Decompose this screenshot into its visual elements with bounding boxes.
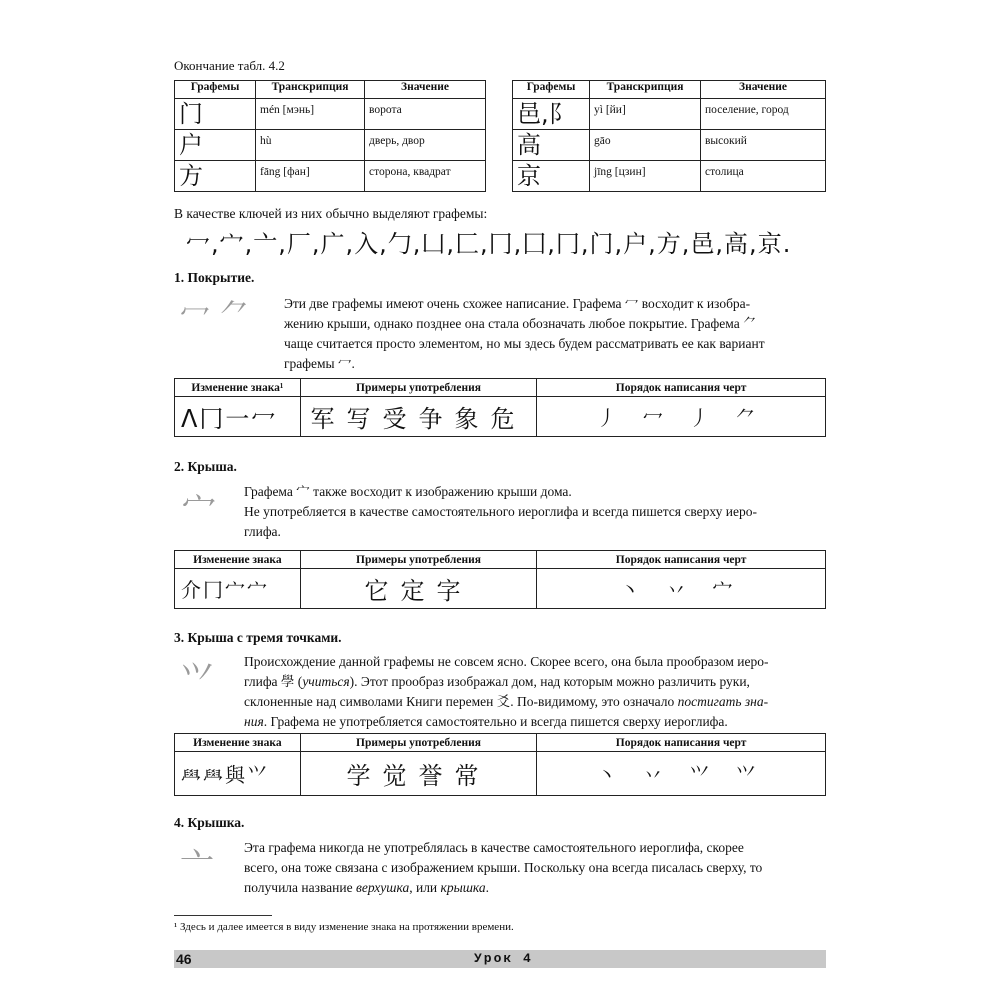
table-row xyxy=(175,99,486,130)
meaning-cell: ворота xyxy=(365,99,486,130)
section-2-table xyxy=(174,550,826,609)
col-header: Изменение знака xyxy=(175,734,301,752)
transcription-cell: mén [мэнь] xyxy=(256,99,365,130)
meaning-cell: дверь, двор xyxy=(365,130,486,161)
transcription-cell: hù xyxy=(256,130,365,161)
section-3-table xyxy=(174,733,826,796)
keys-intro: В качестве ключей из них обычно выделяют графемы: xyxy=(174,206,488,221)
section-2-title: 2. Крыша. xyxy=(174,459,237,474)
col-header: Изменение знака xyxy=(175,551,301,569)
col-header: Порядок написания черт xyxy=(537,551,826,569)
usage-examples: 军写受争象危 xyxy=(300,397,536,437)
sign-evolution: ᐱ冂一冖 xyxy=(175,397,301,437)
section-4-title: 4. Крышка. xyxy=(174,815,245,830)
col-header: Изменение знака¹ xyxy=(175,379,301,397)
grapheme-cell: 高 xyxy=(513,130,590,161)
table-row xyxy=(175,397,826,437)
usage-examples: 它定字 xyxy=(300,569,536,609)
sign-evolution: 介冂宀宀 xyxy=(175,569,301,609)
section-4-text: Эта графема никогда не употреблялась в качестве самостоятельного иероглифа, скорее всего, она тоже связана с изображением крыши. Поскольку она всегда писалась сверху, то получила название верхушка, или крышка. xyxy=(244,840,763,895)
transcription-cell: yì [йи] xyxy=(590,99,701,130)
transcription-cell: fāng [фан] xyxy=(256,161,365,192)
col-header: Порядок написания черт xyxy=(537,379,826,397)
col-header: Транскрипция xyxy=(256,81,365,99)
stroke-order: 丿 冖 丿 ⺈ xyxy=(537,397,826,437)
meaning-cell: поселение, город xyxy=(701,99,826,130)
table-row xyxy=(513,130,826,161)
section-1-text: Эти две графемы имеют очень схожее написание. Графема 冖 восходит к изобра- жению крыши, однако позднее она стала обозначать любое покрытие. Графема ⺈ чаще считается просто элементом, но мы здесь будем рассматривать ее как вариант графемы 冖. xyxy=(284,296,765,371)
table-row xyxy=(175,752,826,796)
table-row xyxy=(513,161,826,192)
section-3-title: 3. Крыша с тремя точками. xyxy=(174,630,342,645)
transcription-cell: gāo xyxy=(590,130,701,161)
transcription-cell: jīng [цзин] xyxy=(590,161,701,192)
table-row xyxy=(175,161,486,192)
keys-list: 冖,宀,亠,厂,广,入,勹,凵,匚,冂,囗,冂,门,户,方,邑,高,京. xyxy=(186,230,792,258)
table-row xyxy=(513,99,826,130)
grapheme-cell: 京 xyxy=(513,161,590,192)
col-header: Примеры употребления xyxy=(300,551,536,569)
col-header: Графемы xyxy=(513,81,590,99)
col-header: Транскрипция xyxy=(590,81,701,99)
stroke-order: 丶 丷 ⺍ ⺍ xyxy=(537,752,826,796)
col-header: Примеры употребления xyxy=(300,734,536,752)
grapheme-cell: 邑,阝 xyxy=(513,99,590,130)
meaning-cell: высокий xyxy=(701,130,826,161)
col-header: Графемы xyxy=(175,81,256,99)
footnote: ¹ Здесь и далее имеется в виду изменение знака на протяжении времени. xyxy=(174,921,514,933)
table-row xyxy=(175,569,826,609)
graphemes-table-left xyxy=(174,80,486,192)
lesson-label: Урок 4 xyxy=(474,951,533,966)
grapheme-image: ⺍ xyxy=(180,660,214,700)
col-header: Порядок написания черт xyxy=(537,734,826,752)
grapheme-cell: 门 xyxy=(175,99,256,130)
section-2-text: Графема 宀 также восходит к изображению крыши дома. Не употребляется в качестве самостоятельного иероглифа и всегда пишется сверху иеро- глифа. xyxy=(244,484,757,539)
section-1-table xyxy=(174,378,826,437)
footnote-divider xyxy=(174,915,272,916)
grapheme-cell: 户 xyxy=(175,130,256,161)
meaning-cell: сторона, квадрат xyxy=(365,161,486,192)
grapheme-image: 宀 xyxy=(182,490,216,530)
meaning-cell: столица xyxy=(701,161,826,192)
table-row xyxy=(175,130,486,161)
graphemes-table-right xyxy=(512,80,826,192)
col-header: Значение xyxy=(365,81,486,99)
col-header: Примеры употребления xyxy=(300,379,536,397)
page-number: 46 xyxy=(176,951,192,967)
stroke-order: 丶 丷 宀 xyxy=(537,569,826,609)
grapheme-image: 亠 xyxy=(180,846,214,886)
section-3-text: Происхождение данной графемы не совсем ясно. Скорее всего, она была прообразом иеро- глифа 學 (учиться). Этот прообраз изображал дом, над которым можно различить руки, склоненные над символами Книги перемен 爻. По-видимому, это означало постигать зна- ния. Графема не употребляется самостоятельно и всегда пишется сверху иероглифа. xyxy=(244,654,769,729)
usage-examples: 学觉誉常 xyxy=(300,752,536,796)
table-caption: Окончание табл. 4.2 xyxy=(174,58,285,73)
grapheme-image: 冖 ⺈ xyxy=(180,298,250,333)
grapheme-cell: 方 xyxy=(175,161,256,192)
col-header: Значение xyxy=(701,81,826,99)
sign-evolution: 𦥯𦥯與⺍ xyxy=(175,752,301,796)
section-1-title: 1. Покрытие. xyxy=(174,270,255,285)
